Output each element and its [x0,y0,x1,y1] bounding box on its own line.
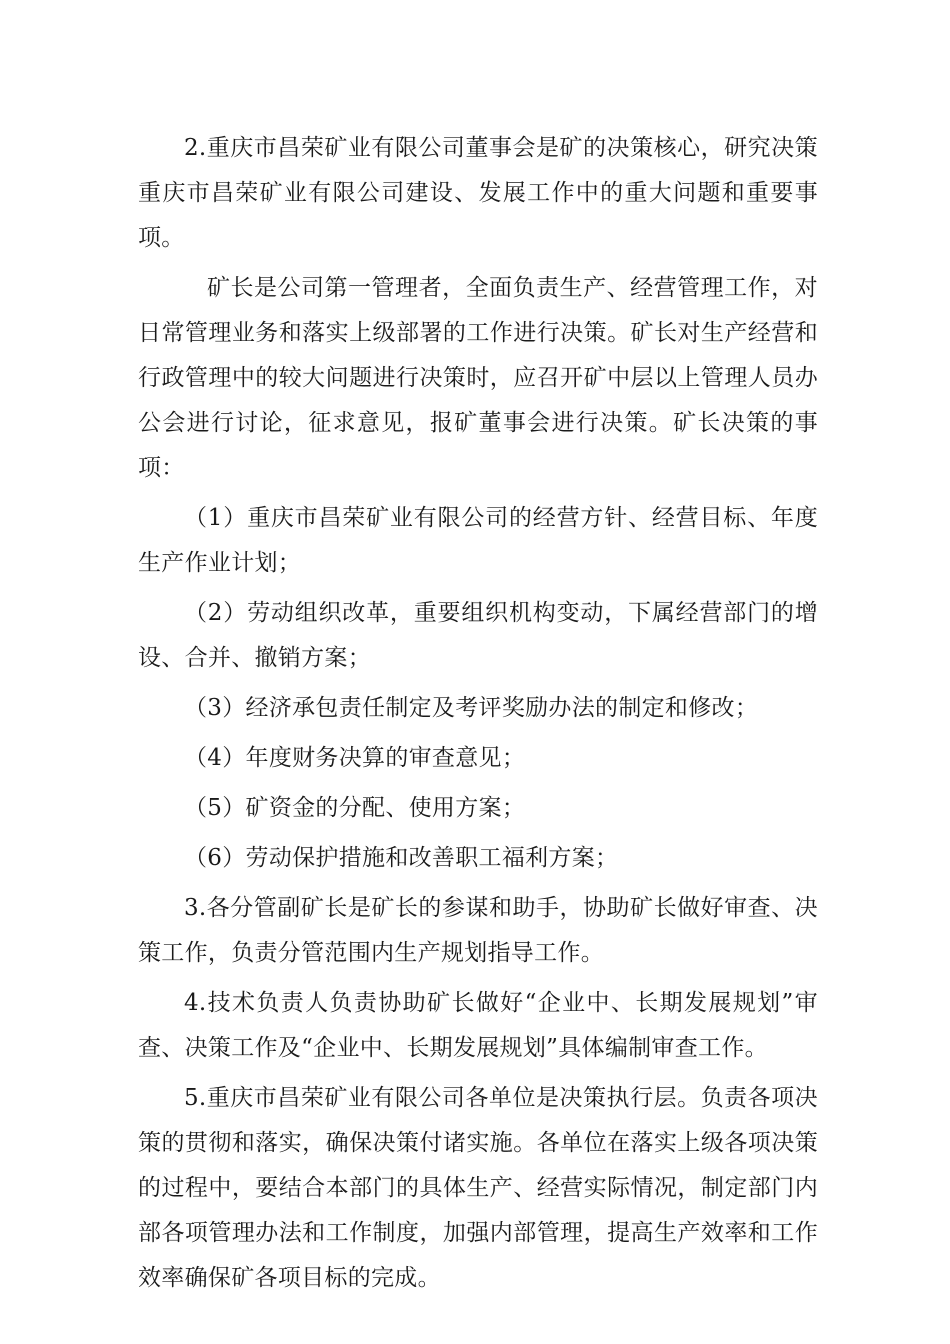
list-item-1: （1）重庆市昌荣矿业有限公司的经营方针、经营目标、年度生产作业计划； [138,505,818,576]
paragraph-technical-lead: 4.技术负责人负责协助矿长做好“企业中、长期发展规划”审查、决策工作及“企业中、长期发展规划”具体编制审查工作。 [138,990,818,1061]
paragraph-units-execution: 5.重庆市昌荣矿业有限公司各单位是决策执行层。负责各项决策的贯彻和落实，确保决策付诸实施。各单位在落实上级各项决策的过程中，要结合本部门的具体生产、经营实际情况，制定部门内部各项管理办法和工作制度，加强内部管理，提高生产效率和工作效率确保矿各项目标的完成。 [138,1085,818,1291]
list-item-4: （4）年度财务决算的审查意见； [184,745,526,771]
list-item-5: （5）矿资金的分配、使用方案； [184,795,526,821]
list-item-3: （3）经济承包责任制定及考评奖励办法的制定和修改； [184,695,759,721]
list-item-6: （6）劳动保护措施和改善职工福利方案； [184,845,619,871]
document-body [138,126,818,1306]
paragraph-director-role: 矿长是公司第一管理者，全面负责生产、经营管理工作，对日常管理业务和落实上级部署的工作进行决策。矿长对生产经营和行政管理中的较大问题进行决策时，应召开矿中层以上管理人员办公会进行讨论，征求意见，报矿董事会进行决策。矿长决策的事项： [138,275,818,481]
paragraph-deputy-directors: 3.各分管副矿长是矿长的参谋和助手，协助矿长做好审查、决策工作，负责分管范围内生产规划指导工作。 [138,895,818,966]
list-item-2: （2）劳动组织改革，重要组织机构变动，下属经营部门的增设、合并、撤销方案； [138,600,818,671]
paragraph-board-role: 2.重庆市昌荣矿业有限公司董事会是矿的决策核心，研究决策重庆市昌荣矿业有限公司建设、发展工作中的重大问题和重要事项。 [138,135,818,251]
